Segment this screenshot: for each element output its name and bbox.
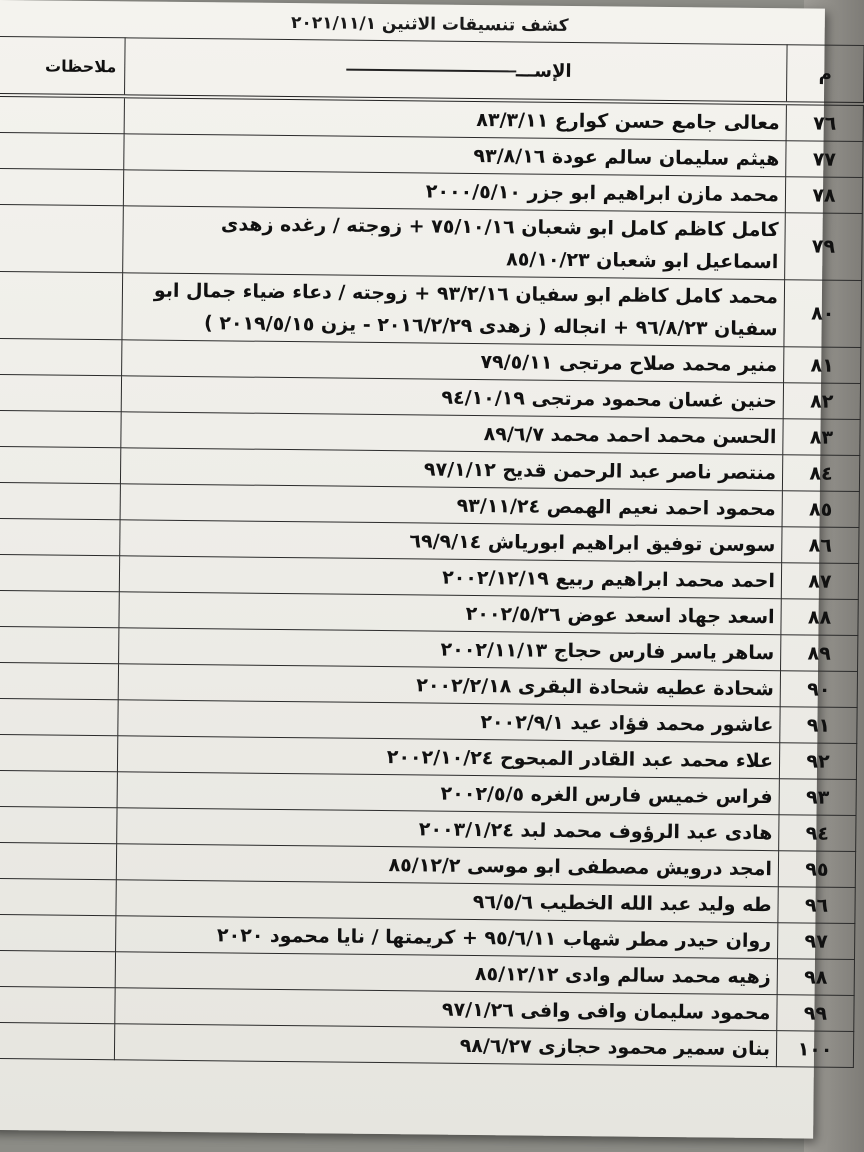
row-note <box>0 1022 115 1059</box>
row-name: معالى جامع حسن كوارع ٨٣/٣/١١ <box>124 96 786 140</box>
row-note <box>0 662 119 699</box>
row-note <box>0 132 124 169</box>
row-number: ٧٧ <box>786 141 863 178</box>
row-number: ٨٠ <box>784 280 862 348</box>
row-name: حنين غسان محمود مرتجى ٩٤/١٠/١٩ <box>121 376 783 419</box>
row-name: بنان سمير محمود حجازى ٩٨/٦/٢٧ <box>114 1024 776 1067</box>
row-note <box>0 734 118 771</box>
row-note <box>0 446 121 483</box>
row-number: ٩٨ <box>777 959 854 996</box>
row-note <box>0 878 116 915</box>
row-note <box>0 204 123 272</box>
row-number: ٩٣ <box>779 779 856 816</box>
row-number: ٩٠ <box>780 671 857 708</box>
row-name: هادى عبد الرؤوف محمد لبد ٢٠٠٣/١/٢٤ <box>117 808 779 851</box>
row-number: ٧٨ <box>785 177 862 214</box>
row-note <box>0 914 116 951</box>
row-note <box>0 590 119 627</box>
row-note <box>0 482 120 519</box>
row-name: منير محمد صلاح مرتجى ٧٩/٥/١١ <box>122 340 784 383</box>
row-number: ٩٥ <box>778 851 855 888</box>
row-note <box>0 338 122 375</box>
table-row <box>0 204 862 280</box>
row-number: ٨٩ <box>781 635 858 672</box>
table-body <box>0 95 863 1068</box>
row-name: شحادة عطيه شحادة البقرى ٢٠٠٢/٢/١٨ <box>118 664 780 707</box>
row-number: ٩٢ <box>779 743 856 780</box>
row-name: هيثم سليمان سالم عودة ٩٣/٨/١٦ <box>124 134 786 177</box>
row-name: محمد كامل كاظم ابو سفيان ٩٣/٢/١٦ + زوجته / دعاء ضياء جمال ابو سفيان ٩٦/٨/٢٣ + انجاله ( زهدى ٢٠١٦/٢/٢٩ - يزن ٢٠١٩/٥/١٥ ) <box>122 273 785 347</box>
row-note <box>0 986 115 1023</box>
row-number: ٨٢ <box>783 383 860 420</box>
row-name: الحسن محمد احمد محمد ٨٩/٦/٧ <box>121 412 783 455</box>
header-underline <box>346 68 516 72</box>
row-name: روان حيدر مطر شهاب ٩٥/٦/١١ + كريمتها / نايا محمود ٢٠٢٠ <box>116 916 778 959</box>
row-name: طه وليد عبد الله الخطيب ٩٦/٥/٦ <box>116 880 778 923</box>
header-notes: ملاحظات <box>0 36 125 96</box>
row-number: ٨٥ <box>782 491 859 528</box>
row-number: ٩١ <box>780 707 857 744</box>
row-note <box>0 95 124 134</box>
row-number: ١٠٠ <box>776 1031 853 1068</box>
row-name: عاشور محمد فؤاد عيد ٢٠٠٢/٩/١ <box>118 700 780 743</box>
row-name: محمود احمد نعيم الهمص ٩٣/١١/٢٤ <box>120 484 782 527</box>
table-row <box>0 1022 854 1067</box>
row-note <box>0 554 120 591</box>
row-name: منتصر ناصر عبد الرحمن قديح ٩٧/١/١٢ <box>120 448 782 491</box>
document-title: كشف تنسيقات الاثنين ٢٠٢١/١١/١ <box>290 13 569 36</box>
row-name: ساهر ياسر فارس حجاج ٢٠٠٢/١١/١٣ <box>119 628 781 671</box>
row-note <box>0 626 119 663</box>
row-name: زهيه محمد سالم وادى ٨٥/١٢/١٢ <box>115 952 777 995</box>
row-note <box>0 770 117 807</box>
row-name: امجد درويش مصطفى ابو موسى ٨٥/١٢/٢ <box>116 844 778 887</box>
row-note <box>0 410 121 447</box>
row-note <box>0 168 124 205</box>
row-number: ٨٤ <box>782 455 859 492</box>
row-number: ٨٧ <box>781 563 858 600</box>
header-name-label: الإســـ <box>515 59 572 82</box>
row-name: محمد مازن ابراهيم ابو جزر ٢٠٠٠/٥/١٠ <box>123 170 785 213</box>
row-number: ٩٤ <box>779 815 856 852</box>
row-note <box>0 842 117 879</box>
row-note <box>0 518 120 555</box>
row-name: اسعد جهاد اسعد عوض ٢٠٠٢/٥/٢٦ <box>119 592 781 635</box>
header-number: م <box>786 45 864 104</box>
header-name <box>124 38 787 103</box>
row-note <box>0 271 123 339</box>
row-number: ٩٩ <box>777 995 854 1032</box>
row-number: ٨٨ <box>781 599 858 636</box>
row-number: ٨١ <box>784 347 861 384</box>
row-note <box>0 806 117 843</box>
row-name: احمد محمد ابراهيم ربيع ٢٠٠٢/١٢/١٩ <box>119 556 781 599</box>
row-number: ٨٣ <box>783 419 860 456</box>
names-table <box>0 36 864 1068</box>
table-row <box>0 271 862 347</box>
row-number: ٨٦ <box>782 527 859 564</box>
row-note <box>0 374 122 411</box>
row-name: علاء محمد عبد القادر المبحوح ٢٠٠٢/١٠/٢٤ <box>117 736 779 779</box>
row-note <box>0 950 116 987</box>
row-name: سوسن توفيق ابراهيم ابورياش ٦٩/٩/١٤ <box>120 520 782 563</box>
row-name: فراس خميس فارس الغره ٢٠٠٢/٥/٥ <box>117 772 779 815</box>
table-header-row <box>0 36 864 104</box>
row-number: ٧٦ <box>786 103 863 141</box>
row-name: محمود سليمان وافى وافى ٩٧/١/٢٦ <box>115 988 777 1031</box>
row-number: ٩٧ <box>778 923 855 960</box>
row-note <box>0 698 118 735</box>
row-number: ٧٩ <box>785 213 863 281</box>
row-name: كامل كاظم كامل ابو شعبان ٧٥/١٠/١٦ + زوجته / رغده زهدى اسماعيل ابو شعبان ٨٥/١٠/٢٣ <box>123 206 786 280</box>
row-number: ٩٦ <box>778 887 855 924</box>
